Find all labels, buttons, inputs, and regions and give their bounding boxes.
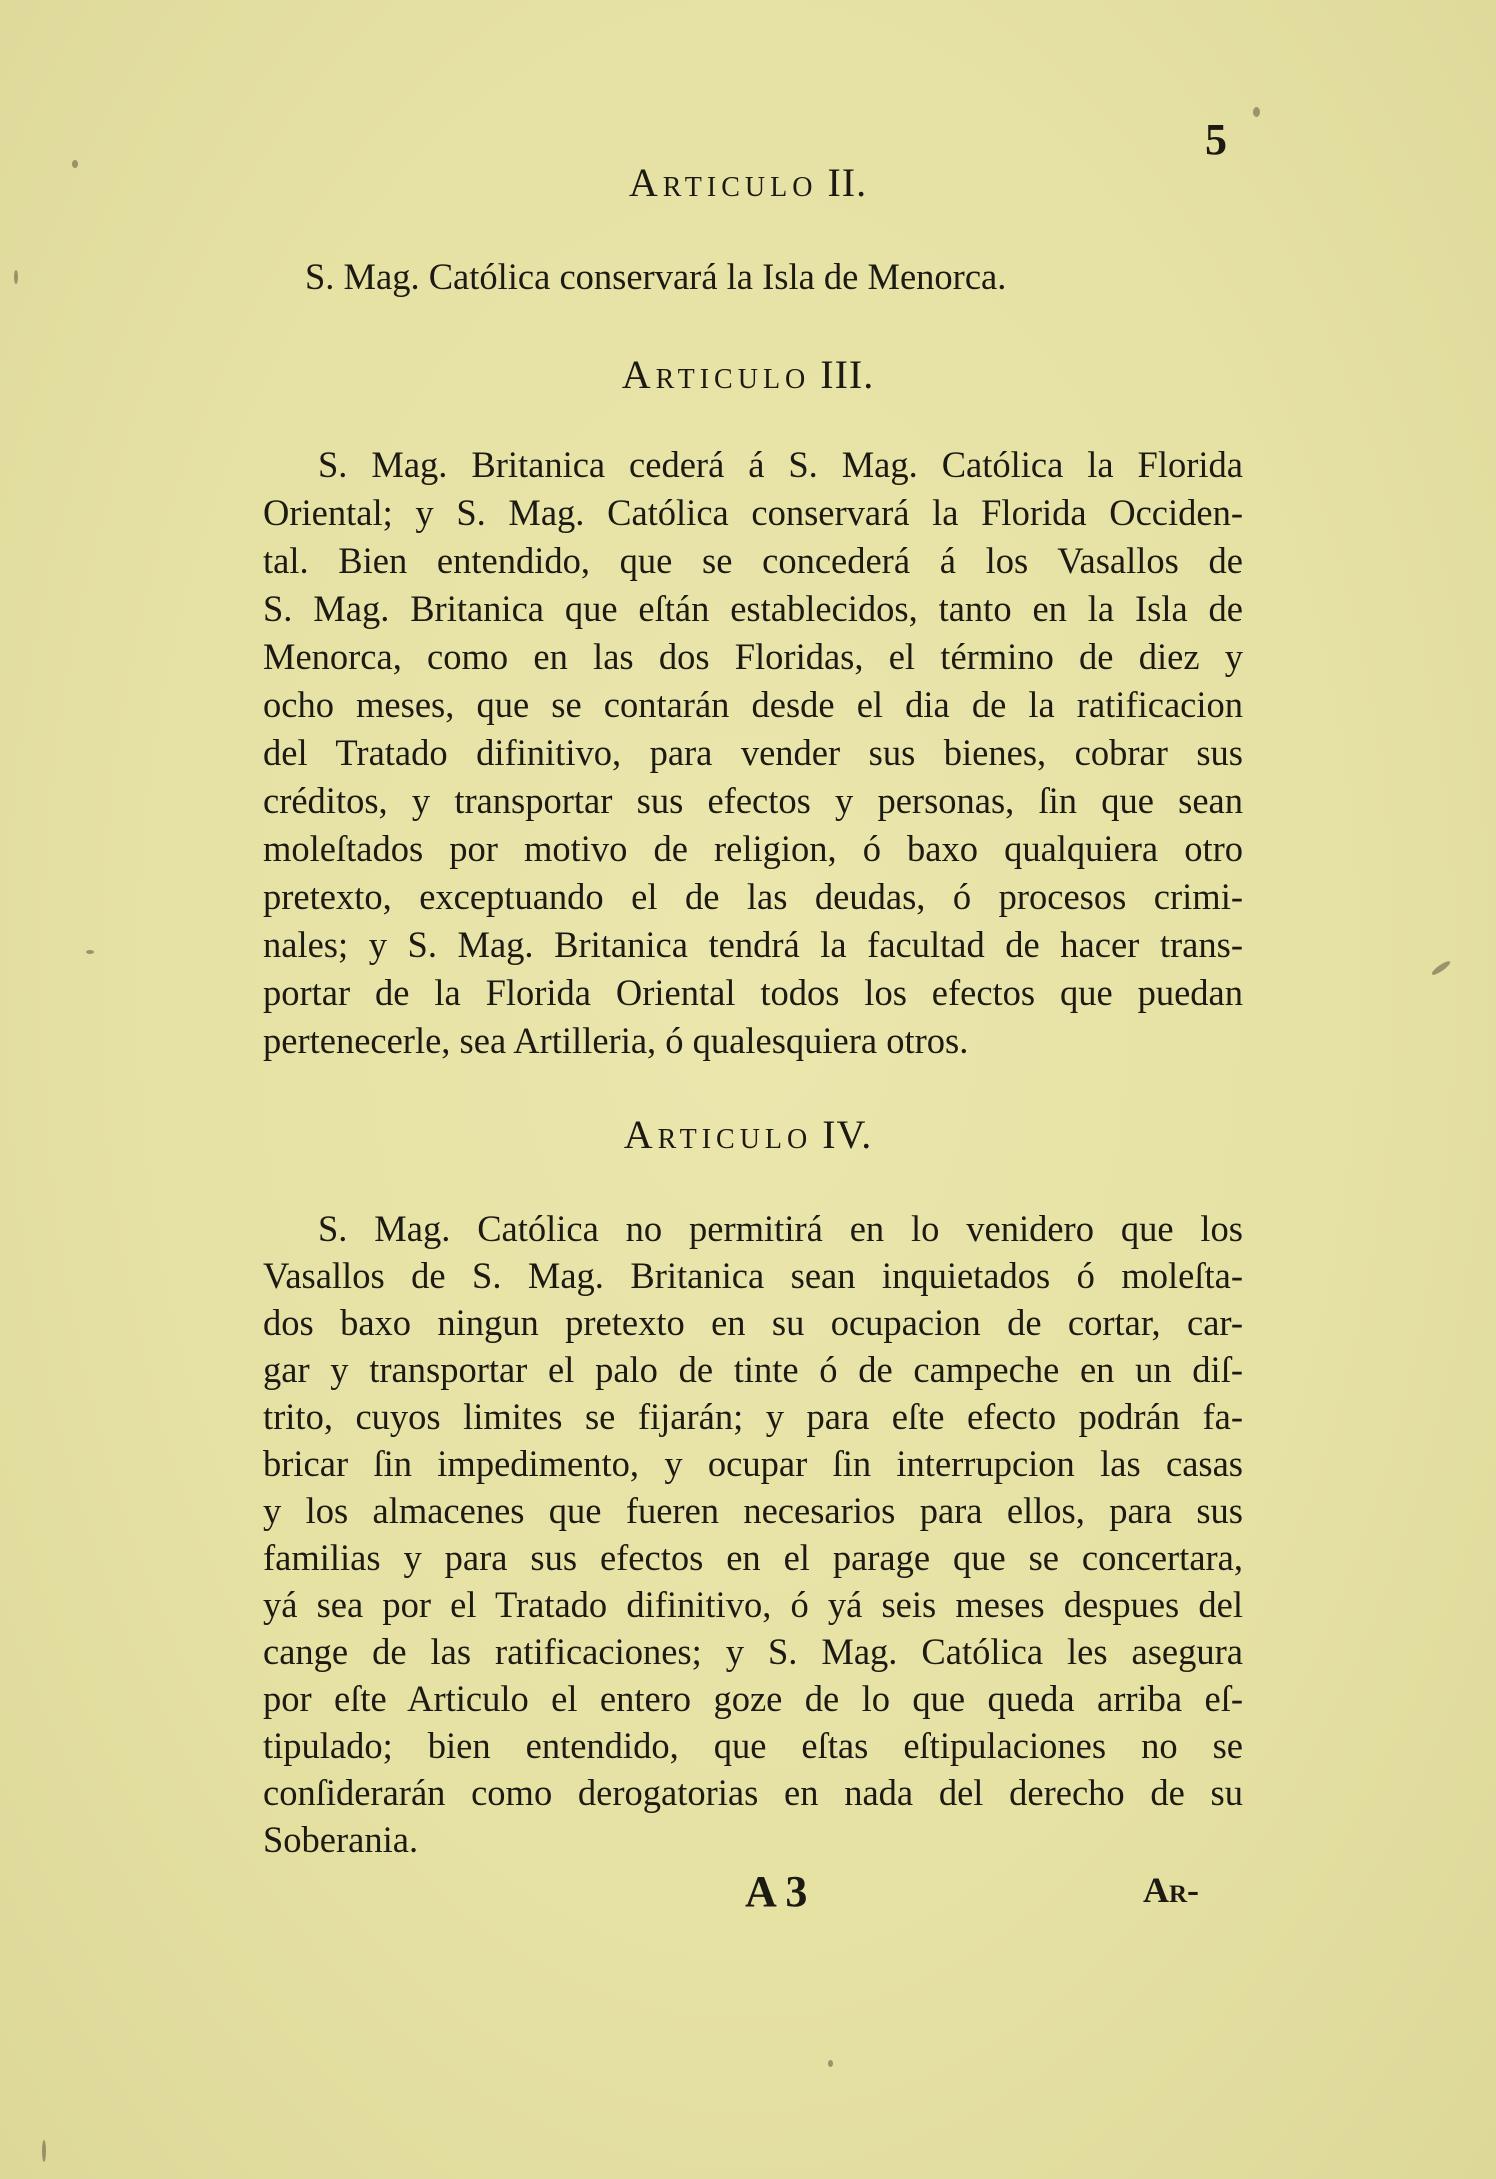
article-3-line: nales; y S. Mag. Britanica tendrá la facultad de hacer trans-	[263, 924, 1243, 965]
article-4-line: cange de las ratificaciones; y S. Mag. Católica les asegura	[263, 1631, 1243, 1672]
article-3-line: ocho meses, que se contarán desde el dia de la ratificacion	[263, 684, 1243, 725]
article-4-heading	[0, 1112, 1496, 1157]
article-4-line: dos baxo ningun pretexto en su ocupacion de cortar, car-	[263, 1302, 1243, 1343]
article-4-line: S. Mag. Católica no permitirá en lo venidero que los	[318, 1208, 1243, 1249]
article-4-line: gar y transportar el palo de tinte ó de campeche en un diſ-	[263, 1349, 1243, 1390]
paper-speck	[1430, 959, 1451, 977]
article-3-line: Oriental; y S. Mag. Católica conservará la Florida Occiden-	[263, 492, 1243, 533]
article-3-line: S. Mag. Britanica que eſtán establecidos, tanto en la Isla de	[263, 588, 1243, 629]
article-3-line: del Tratado difinitivo, para vender sus bienes, cobrar sus	[263, 732, 1243, 773]
heading-word: Articulo	[621, 352, 811, 397]
article-2-line: S. Mag. Católica conservará la Isla de Menorca.	[305, 256, 1007, 297]
article-4-line: familias y para sus efectos en el parage que se concertara,	[263, 1537, 1243, 1578]
article-4-line: yá sea por el Tratado difinitivo, ó yá seis meses despues del	[263, 1584, 1243, 1625]
article-3-line: créditos, y transportar sus efectos y personas, ſin que sean	[263, 780, 1243, 821]
article-3-line: tal. Bien entendido, que se concederá á los Vasallos de	[263, 540, 1243, 581]
page-number: 5	[1205, 115, 1227, 164]
article-3-line: S. Mag. Britanica cederá á S. Mag. Católica la Florida	[318, 444, 1243, 485]
article-3-line: portar de la Florida Oriental todos los efectos que puedan	[263, 972, 1243, 1013]
catchword: Ar-	[1143, 1870, 1200, 1910]
heading-number: III.	[820, 352, 875, 397]
article-3-heading	[0, 352, 1496, 397]
article-4-line: por eſte Articulo el entero goze de lo que queda arriba eſ-	[263, 1678, 1243, 1719]
paper-speck	[86, 950, 94, 954]
paper-speck	[828, 2060, 833, 2067]
article-2-heading	[0, 160, 1496, 205]
paper-speck	[1253, 107, 1260, 117]
paper-speck	[72, 160, 78, 168]
article-3-line: pertenecerle, sea Artilleria, ó qualesquiera otros.	[263, 1020, 969, 1061]
article-4-line: trito, cuyos limites se fijarán; y para eſte efecto podrán fa-	[263, 1396, 1243, 1437]
heading-number: IV.	[822, 1112, 873, 1157]
article-3-line: Menorca, como en las dos Floridas, el término de diez y	[263, 636, 1243, 677]
article-3-line: pretexto, exceptuando el de las deudas, ó procesos crimi-	[263, 876, 1243, 917]
paper-speck	[14, 270, 18, 284]
article-4-line: Soberania.	[263, 1819, 419, 1860]
article-4-line: Vasallos de S. Mag. Britanica sean inquietados ó moleſta-	[263, 1255, 1243, 1296]
article-4-line: y los almacenes que fueren necesarios para ellos, para sus	[263, 1490, 1243, 1531]
heading-word: Articulo	[628, 160, 818, 205]
heading-number: II.	[827, 160, 868, 205]
signature-mark: A 3	[745, 1867, 808, 1916]
article-3-line: moleſtados por motivo de religion, ó baxo qualquiera otro	[263, 828, 1243, 869]
heading-word: Articulo	[623, 1112, 813, 1157]
article-4-line: tipulado; bien entendido, que eſtas eſtipulaciones no se	[263, 1725, 1243, 1766]
article-4-line: conſiderarán como derogatorias en nada del derecho de su	[263, 1772, 1243, 1813]
paper-speck	[42, 2140, 46, 2162]
article-4-line: bricar ſin impedimento, y ocupar ſin interrupcion las casas	[263, 1443, 1243, 1484]
